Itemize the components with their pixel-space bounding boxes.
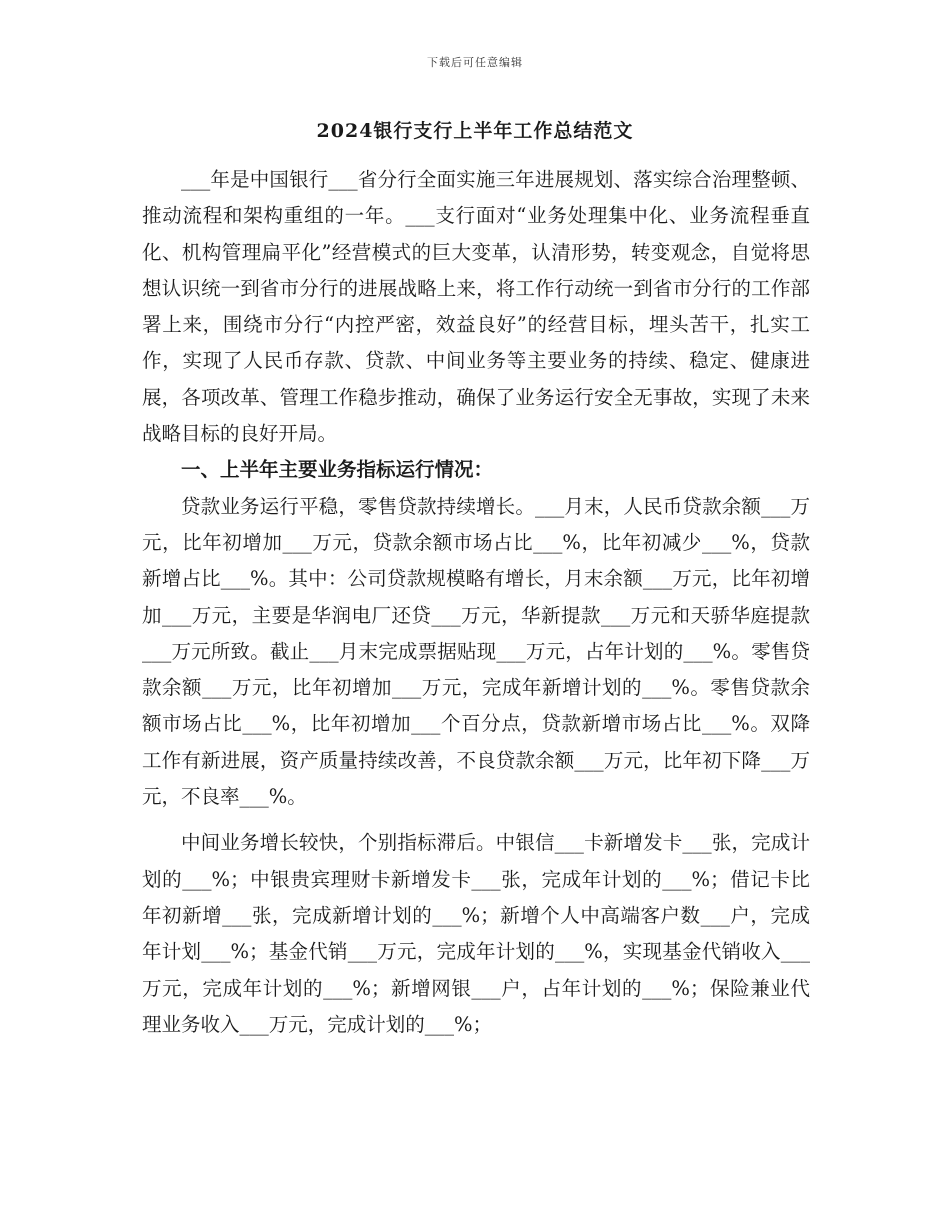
document-body bbox=[142, 162, 810, 1043]
section-heading: 一、上半年主要业务指标运行情况： bbox=[181, 458, 494, 482]
intermediary-paragraph: 中间业务增长较快，个别指标滞后。中银信___卡新增发卡___张，完成计划的___%；中银贵宾理财卡新增发卡___张，完成年计划的___%；借记卡比年初新增___张，完成新增计划的___%；新增个人中高端客户数___户，完成年计划___%；基金代销___万元，完成年计划的___%，实现基金代销收入___万元，完成年计划的___%；新增网银___户，占年计划的___%；保险兼业代理业务收入___万元，完成计划的___%； bbox=[142, 831, 810, 1036]
loans-paragraph: 贷款业务运行平稳，零售贷款持续增长。___月末，人民币贷款余额___万元，比年初增加___万元，贷款余额市场占比___%，比年初减少___%，贷款新增占比___%。其中：公司贷款规模略有增长，月末余额___万元，比年初增加___万元，主要是华润电厂还贷___万元，华新提款___万元和天骄华庭提款___万元所致。截止___月末完成票据贴现___万元，占年计划的___%。零售贷款余额___万元，比年初增加___万元，完成年新增计划的___%。零售贷款余额市场占比___%，比年初增加___个百分点，贷款新增市场占比___%。双降工作有新进展，资产质量持续改善，不良贷款余额___万元，比年初下降___万元，不良率___%。 bbox=[142, 494, 810, 809]
download-note: 下载后可任意编辑 bbox=[427, 56, 523, 69]
document-title: 2024银行支行上半年工作总结范文 bbox=[316, 120, 634, 142]
intro-paragraph: ___年是中国银行___省分行全面实施三年进展规划、落实综合治理整顿、推动流程和架构重组的一年。___支行面对“业务处理集中化、业务流程垂直化、机构管理扁平化”经营模式的巨大变革，认清形势，转变观念，自觉将思想认识统一到省市分行的进展战略上来，将工作行动统一到省市分行的工作部署上来，围绕市分行“内控严密，效益良好”的经营目标，埋头苦干，扎实工作，实现了人民币存款、贷款、中间业务等主要业务的持续、稳定、健康进展，各项改革、管理工作稳步推动，确保了业务运行安全无事故，实现了未来战略目标的良好开局。 bbox=[142, 168, 810, 446]
